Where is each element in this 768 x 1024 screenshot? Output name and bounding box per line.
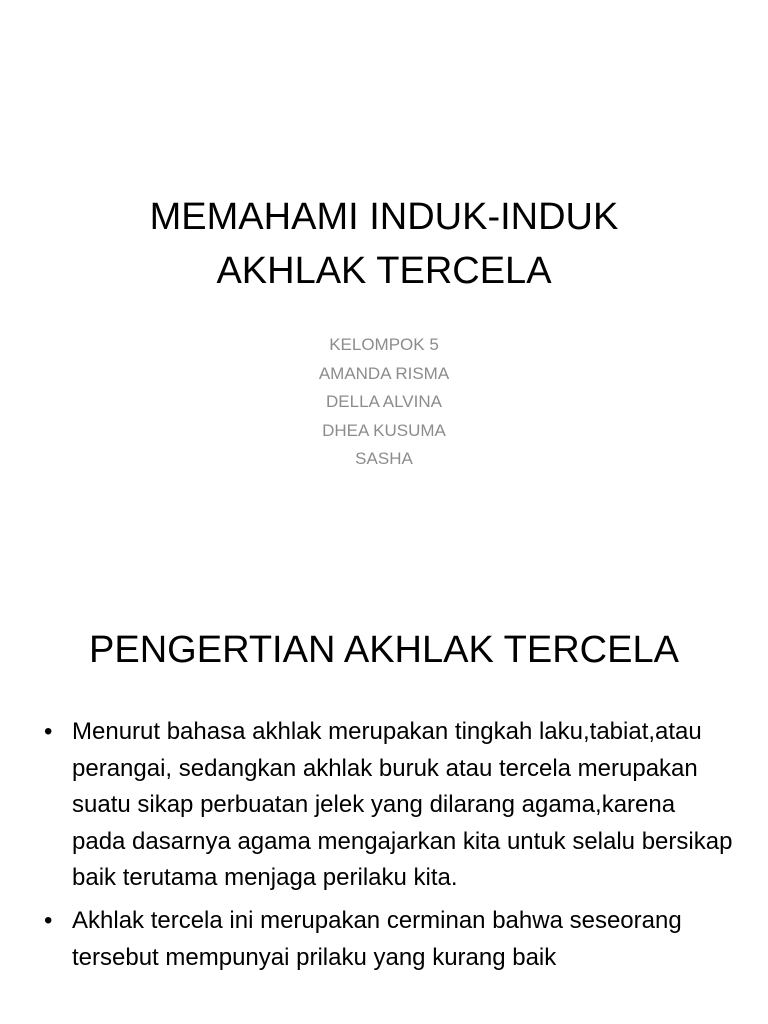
bullet-icon: •: [44, 906, 53, 934]
slide-1-subtitle: [0, 331, 768, 474]
subtitle-line-member: DELLA ALVINA: [326, 392, 442, 412]
subtitle-line-member: AMANDA RISMA: [318, 363, 450, 383]
slide-1-title: [0, 190, 768, 298]
slide-2: [0, 576, 768, 1024]
subtitle-line-member: SASHA: [355, 449, 413, 469]
bullet-item: [44, 903, 734, 976]
slide-2-bullet-list: [44, 714, 734, 982]
bullet-item: [44, 714, 734, 897]
slide-2-title: PENGERTIAN AKHLAK TERCELA: [89, 629, 679, 671]
bullet-text: Menurut bahasa akhlak merupakan tingkah laku,tabiat,atau perangai, sedangkan akhlak buruk atau tercela merupakan suatu sikap perbuatan jelek yang dilarang agama,karena pada dasarnya agama mengajarkan kita untuk selalu bersikap baik terutama menjaga perilaku kita.: [72, 718, 733, 892]
subtitle-line-member: DHEA KUSUMA: [322, 420, 446, 440]
bullet-icon: •: [44, 718, 53, 745]
subtitle-line-group: KELOMPOK 5: [329, 335, 439, 354]
slide-1-title-line-1: MEMAHAMI INDUK-INDUK: [149, 196, 619, 238]
slide-1-title-line-2: AKHLAK TERCELA: [216, 250, 552, 292]
bullet-text: Akhlak tercela ini merupakan cerminan bahwa seseorang tersebut mempunyai prilaku yang kurang baik: [72, 906, 682, 971]
